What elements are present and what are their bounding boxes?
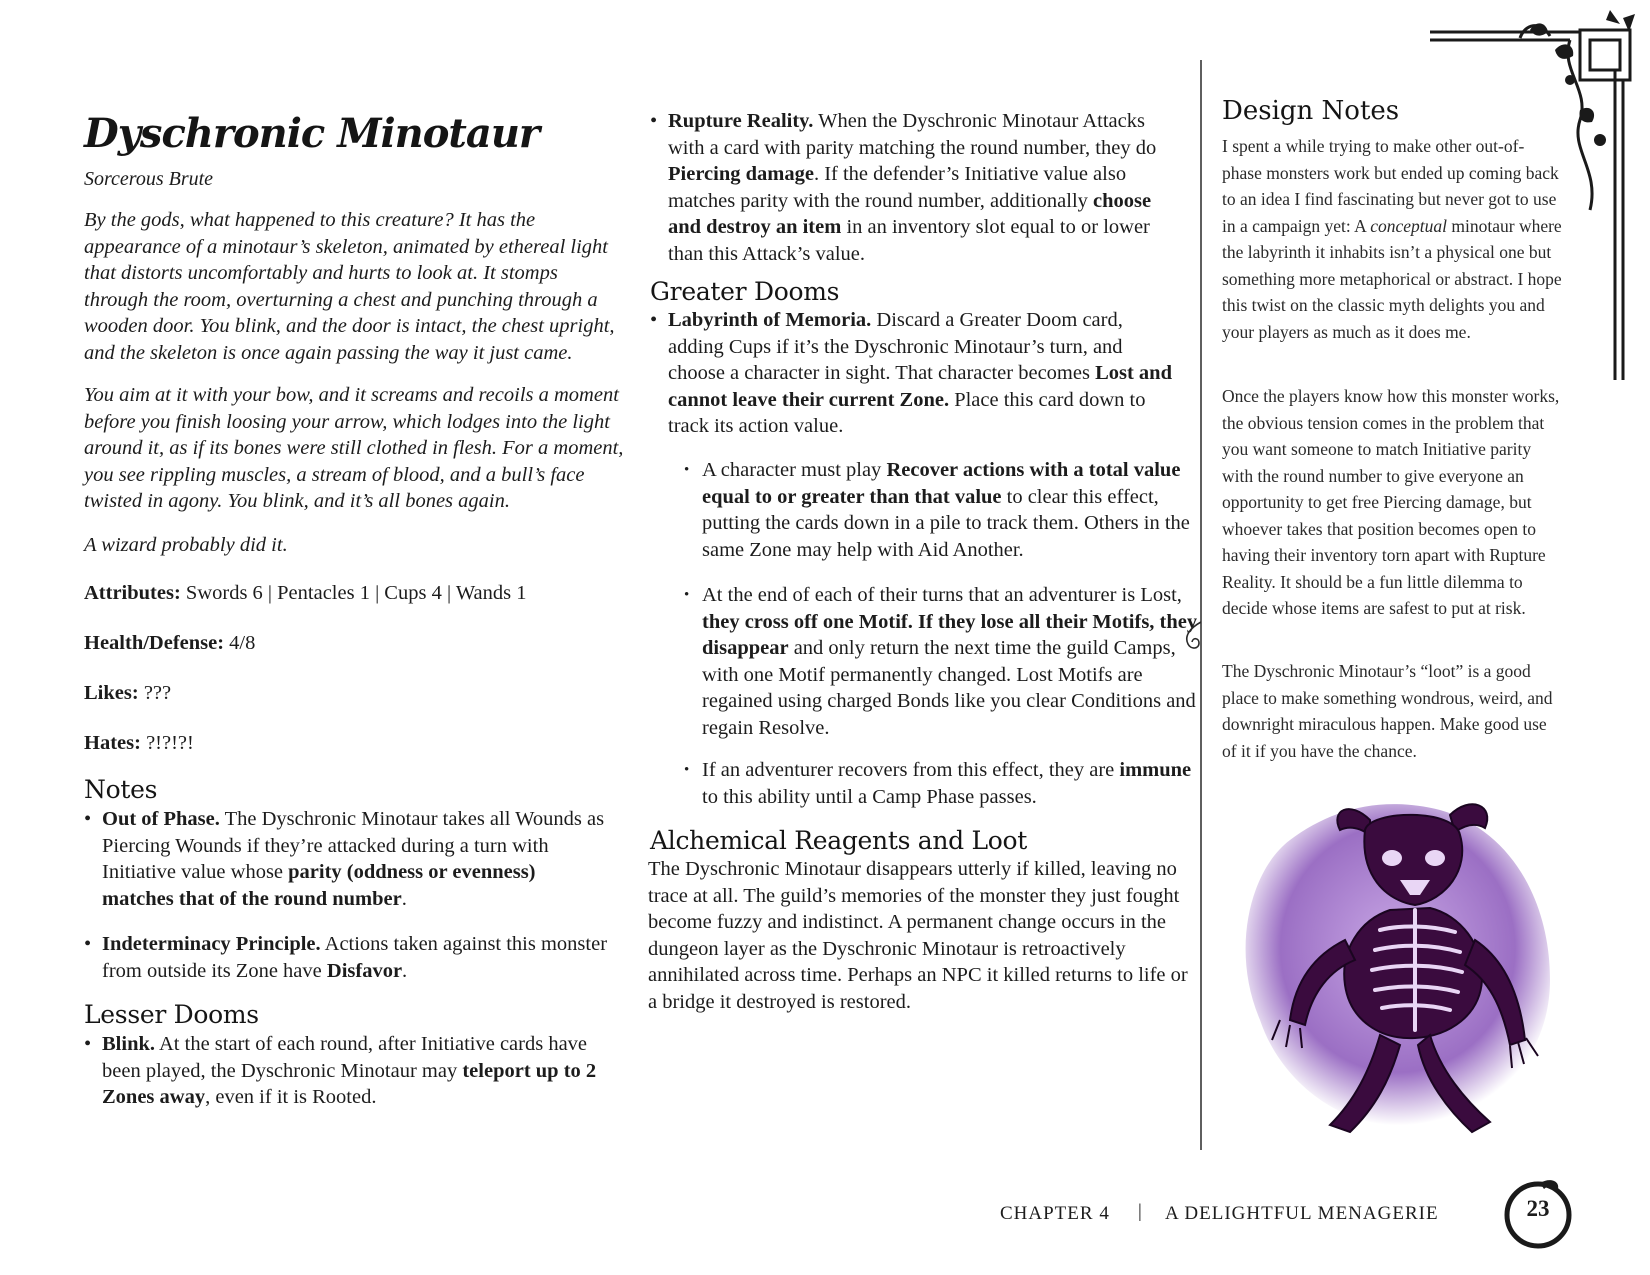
ability-labyrinth-of-memoria xyxy=(650,307,1178,440)
footer-chapter: CHAPTER 4 xyxy=(1000,1203,1110,1224)
sub-text: and only return the next time the guild Camps, with one Motif permanently changed. Lost Motifs are regained using charged Bonds like you clear Conditions and regain Resolve. xyxy=(702,637,1196,739)
stat-likes-value: ??? xyxy=(143,682,172,704)
footer-separator: | xyxy=(1138,1201,1142,1222)
design-notes-paragraph-3: The Dyschronic Minotaur’s “loot” is a good place to make something wondrous, weird, and downright miraculous happen. Make good use of it if you have the chance. xyxy=(1222,661,1553,761)
stat-hates-label: Hates: xyxy=(84,732,141,754)
stat-attributes xyxy=(84,582,526,605)
stat-attributes-label: Attributes: xyxy=(84,582,181,604)
ability-emphasis: Piercing damage xyxy=(668,163,814,185)
design-notes-text: minotaur where the labyrinth it inhabits isn’t a physical one but something more metaphorical or abstract. I hope this twist on the classic myth delights you and your players as much as it does me. xyxy=(1222,215,1562,342)
sub-text: At the end of each of their turns that an adventurer is Lost, xyxy=(702,584,1182,606)
sub-emphasis: immune xyxy=(1119,759,1192,781)
sub-emphasis: Recover actions with a total value equal to or greater than that value xyxy=(702,459,1181,508)
ability-emphasis: parity (oddness or evenness) matches that of the round number xyxy=(102,861,536,910)
intro-paragraph-1: By the gods, what happened to this creature? It has the appearance of a minotaur’s skeleton, animated by ethereal light that distorts uncomfortably and hurts to look at. It stomps through the room, overturning a chest and punching through a wooden door. You blink, and the door is intact, the chest upright, and the skeleton is once again passing the way it just came. xyxy=(84,209,615,364)
ability-text: , even if it is Rooted. xyxy=(205,1086,377,1108)
lesser-dooms-heading: Lesser Dooms xyxy=(84,1000,259,1029)
ability-blink xyxy=(84,1031,612,1111)
sub-text: to this ability until a Camp Phase passes. xyxy=(702,785,1037,808)
ability-text: When the Dyschronic Minotaur Attacks with a card with parity matching the round number, they do xyxy=(668,110,1157,159)
stat-hates xyxy=(84,732,194,755)
stat-attributes-value: Swords 6 | Pentacles 1 | Cups 4 | Wands 1 xyxy=(185,582,527,604)
corner-vine-ornament xyxy=(1430,10,1640,390)
stat-hates-value: ?!?!?! xyxy=(146,732,194,754)
monster-name: Dyschronic Minotaur xyxy=(84,110,539,157)
intro-paragraph-2: You aim at it with your bow, and it screams and recoils a moment before you finish loosing your arrow, which lodges into the light around it, as if its bones were still clothed in flesh. For a moment, you see rippling muscles, a stream of blood, and a bull’s face twisted in agony. You blink, and it’s all bones again. xyxy=(84,384,624,512)
stat-health-label: Health/Defense: xyxy=(84,632,225,654)
ability-text: . xyxy=(401,887,407,910)
ability-name: Out of Phase. xyxy=(102,808,220,830)
design-notes-paragraph-2: Once the players know how this monster works, the obvious tension comes in the problem that you want someone to match Initiative parity with the round number to give everyone an opportunity to get free Piercing damage, but whoever takes that position becomes open to having their inventory torn apart with Rupture Reality. It should be a fun little dilemma to decide whose items are safest to put at risk. xyxy=(1222,386,1560,618)
design-notes-heading: Design Notes xyxy=(1222,96,1400,126)
ability-text: Discard a Greater Doom card, adding Cups if it’s the Dyschronic Minotaur’s turn, and choose a character in sight. That character becomes xyxy=(668,309,1123,384)
sub-text: to clear this effect, putting the cards down in a pile to track them. Others in the same Zone may help with Aid Another. xyxy=(702,485,1190,561)
ability-text: The Dyschronic Minotaur takes all Wounds as Piercing Wounds if they’re attacked during a turn with Initiative value whose xyxy=(102,808,605,883)
labyrinth-sub-recover xyxy=(684,457,1204,563)
sub-text: A character must play xyxy=(702,459,887,481)
stat-likes xyxy=(84,682,171,705)
ability-emphasis: Lost and cannot leave their current Zone. xyxy=(668,362,1172,411)
design-notes-text: I spent a while trying to make other out-of-phase monsters work but ended up coming back to an idea I find fascinating but never got to use in a campaign yet: A xyxy=(1222,136,1559,236)
ability-emphasis: Disfavor xyxy=(326,959,403,982)
ability-emphasis: teleport up to 2 Zones away xyxy=(102,1059,597,1108)
ability-name: Indeterminacy Principle. xyxy=(102,933,321,955)
ability-out-of-phase xyxy=(84,806,612,912)
stat-likes-label: Likes: xyxy=(84,682,139,704)
sub-text: If an adventurer recovers from this effect, they are xyxy=(702,759,1120,781)
divider-swirl-icon xyxy=(1180,620,1210,660)
ability-text: . xyxy=(402,959,408,982)
intro-paragraph-3: A wizard probably did it. xyxy=(84,534,288,556)
page-number: 23 xyxy=(1526,1196,1550,1221)
ability-rupture-reality xyxy=(650,108,1178,267)
notes-heading: Notes xyxy=(84,775,158,804)
ability-text: Place this card down to track its action value. xyxy=(668,388,1146,437)
loot-heading: Alchemical Reagents and Loot xyxy=(650,826,1028,855)
stat-health xyxy=(84,632,255,655)
column-divider xyxy=(1200,60,1202,1150)
ability-indeterminacy xyxy=(84,931,612,984)
monster-type: Sorcerous Brute xyxy=(84,168,214,190)
stat-health-value: 4/8 xyxy=(229,632,256,654)
labyrinth-sub-motifs xyxy=(684,582,1204,741)
ability-name: Blink. xyxy=(102,1033,155,1055)
ability-text: in an inventory slot equal to or lower than this Attack’s value. xyxy=(668,216,1150,265)
ability-text: . If the defender’s Initiative value also matches parity with the round number, additionally xyxy=(668,163,1127,212)
sub-emphasis: they cross off one Motif. If they lose all their Motifs, they disappear xyxy=(702,610,1198,659)
skeletal-minotaur-illustration xyxy=(1220,780,1580,1160)
ability-name: Rupture Reality. xyxy=(668,110,814,132)
ability-name: Labyrinth of Memoria. xyxy=(668,309,872,331)
greater-dooms-heading: Greater Dooms xyxy=(650,277,840,306)
footer-book-title: A DELIGHTFUL MENAGERIE xyxy=(1165,1203,1439,1224)
ability-emphasis: choose and destroy an item xyxy=(668,189,1152,238)
loot-text: The Dyschronic Minotaur disappears utterly if killed, leaving no trace at all. The guild’s memories of the monster they just fought become fuzzy and indistinct. A permanent change occurs in the dungeon layer as the Dyschronic Minotaur is retroactively annihilated across time. Perhaps an NPC it killed returns to life or a bridge it destroyed is restored. xyxy=(648,858,1188,1013)
design-notes-emphasis: conceptual xyxy=(1370,215,1448,236)
ability-text: At the start of each round, after Initiative cards have been played, the Dyschronic Minotaur may xyxy=(102,1033,588,1082)
ability-text: Actions taken against this monster from outside its Zone have xyxy=(102,933,608,982)
labyrinth-sub-immune xyxy=(684,757,1204,810)
